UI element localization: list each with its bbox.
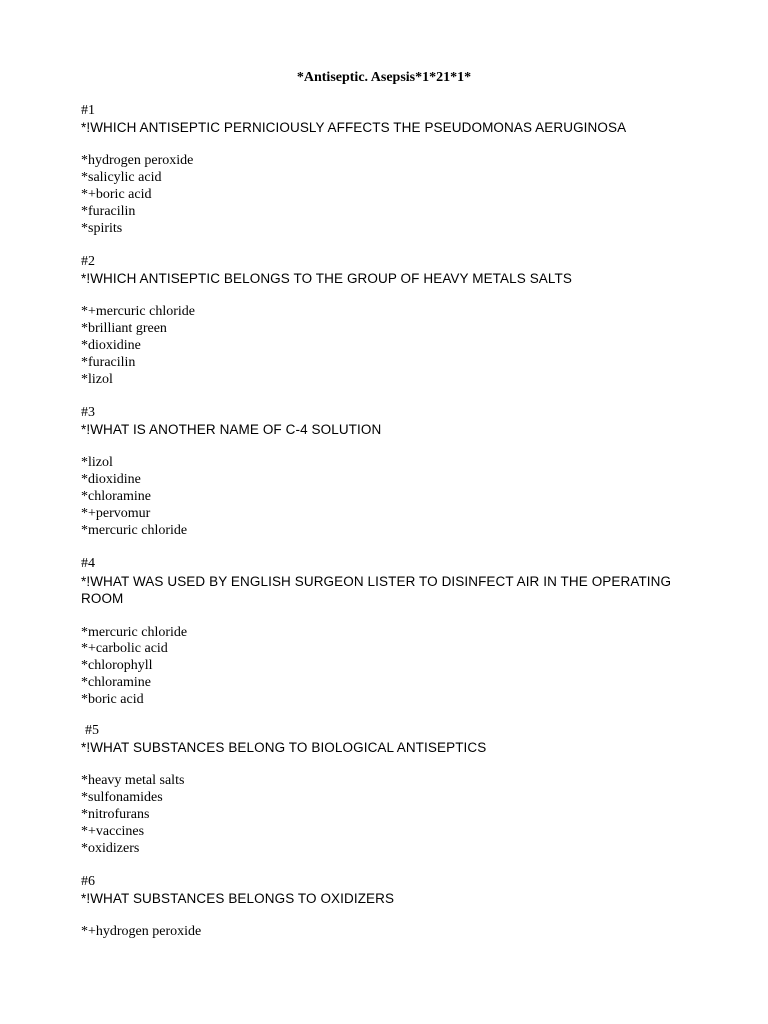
question-text: *!WHAT IS ANOTHER NAME OF C-4 SOLUTION	[81, 421, 382, 437]
answer-option: *+mercuric chloride	[81, 304, 196, 320]
answer-option: *dioxidine	[81, 472, 141, 488]
answer-option: *heavy metal salts	[81, 773, 185, 789]
answer-option: *lizol	[81, 455, 113, 471]
answer-option: *oxidizers	[81, 840, 140, 856]
question-block-5	[81, 723, 721, 857]
question-number: #3	[81, 405, 95, 420]
answer-option: *+hydrogen peroxide	[81, 924, 202, 940]
answer-option: *chloramine	[81, 674, 151, 690]
answer-option: *+vaccines	[81, 823, 145, 839]
answer-option: *mercuric chloride	[81, 624, 188, 640]
question-text: *!WHICH ANTISEPTIC BELONGS TO THE GROUP OF HEAVY METALS SALTS	[81, 270, 572, 286]
answer-option: *lizol	[81, 371, 113, 387]
answer-option: *furacilin	[81, 354, 136, 370]
answer-option: *furacilin	[81, 203, 136, 219]
question-block-1	[81, 103, 721, 237]
answer-option: *salicylic acid	[81, 170, 162, 186]
question-number: #4	[81, 556, 95, 571]
answer-option: *nitrofurans	[81, 806, 150, 822]
question-number: #2	[81, 254, 95, 269]
answer-option: *+boric acid	[81, 186, 152, 202]
question-block-2	[81, 254, 721, 388]
answer-option: *chlorophyll	[81, 658, 153, 674]
answer-option: *spirits	[81, 220, 123, 236]
answer-option: *chloramine	[81, 488, 151, 504]
answer-option: *mercuric chloride	[81, 522, 188, 538]
question-text: *!WHAT WAS USED BY ENGLISH SURGEON LISTER TO DISINFECT AIR IN THE OPERATING ROOM	[81, 573, 672, 607]
document-title: *Antiseptic. Asepsis*1*21*1*	[296, 70, 472, 85]
question-block-3	[81, 405, 721, 539]
answer-option: *sulfonamides	[81, 790, 163, 806]
answer-option: *+pervomur	[81, 505, 151, 521]
answer-option: *+carbolic acid	[81, 641, 168, 657]
answer-option: *dioxidine	[81, 337, 141, 353]
question-number: #1	[81, 103, 95, 118]
answer-option: *boric acid	[81, 691, 144, 707]
question-block-6	[81, 874, 721, 941]
question-number: #5	[85, 723, 99, 738]
question-block-4	[81, 556, 721, 709]
question-number: #6	[81, 874, 95, 889]
question-text: *!WHICH ANTISEPTIC PERNICIOUSLY AFFECTS THE PSEUDOMONAS AERUGINOSA	[81, 119, 627, 135]
answer-option: *brilliant green	[81, 321, 167, 337]
question-text: *!WHAT SUBSTANCES BELONGS TO OXIDIZERS	[81, 890, 395, 906]
question-text: *!WHAT SUBSTANCES BELONG TO BIOLOGICAL ANTISEPTICS	[81, 739, 487, 755]
answer-option: *hydrogen peroxide	[81, 153, 194, 169]
